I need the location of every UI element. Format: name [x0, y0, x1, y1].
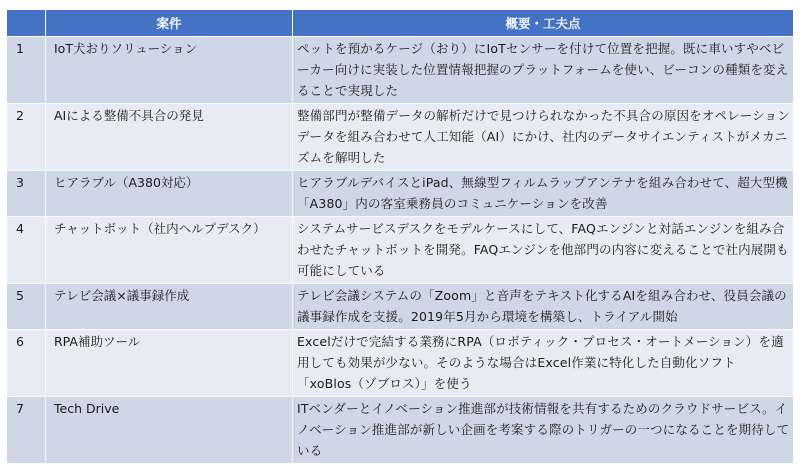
table-row [7, 330, 794, 397]
header-description: 概要・工夫点 [293, 10, 794, 37]
row-case: ヒアラブル（A380対応） [46, 171, 293, 217]
row-description: Excelだけで完結する業務にRPA（ロボティック・プロセス・オートメーション）を適用しても効果が少ない。そのような場合はExcel作業に特化した自動化ソフト「xoBlos（ゾブロス）」を使う [293, 330, 794, 397]
table-row [7, 217, 794, 284]
row-number: 4 [7, 217, 46, 284]
table-row [7, 171, 794, 217]
row-case: テレビ会議×議事録作成 [46, 284, 293, 330]
row-number: 5 [7, 284, 46, 330]
row-case: AIによる整備不具合の発見 [46, 104, 293, 171]
row-number: 3 [7, 171, 46, 217]
row-case: IoT犬おりソリューション [46, 37, 293, 104]
table-row [7, 37, 794, 104]
row-case: チャットボット（社内ヘルプデスク） [46, 217, 293, 284]
cases-table [6, 9, 794, 464]
row-case: Tech Drive [46, 397, 293, 464]
row-description: システムサービスデスクをモデルケースにして、FAQエンジンと対話エンジンを組み合わせたチャットボットを開発。FAQエンジンを他部門の内容に変えることで社内展開も可能にしている [293, 217, 794, 284]
row-number: 1 [7, 37, 46, 104]
table-row [7, 104, 794, 171]
table-row [7, 397, 794, 464]
table-header-row [7, 10, 794, 37]
row-number: 7 [7, 397, 46, 464]
header-case: 案件 [46, 10, 293, 37]
row-description: ヒアラブルデバイスとiPad、無線型フィルムラップアンテナを組み合わせて、超大型機「A380」内の客室乗務員のコミュニケーションを改善 [293, 171, 794, 217]
row-description: テレビ会議システムの「Zoom」と音声をテキスト化するAIを組み合わせ、役員会議の議事録作成を支援。2019年5月から環境を構築し、トライアル開始 [293, 284, 794, 330]
header-number [7, 10, 46, 37]
row-description: ペットを預かるケージ（おり）にIoTセンサーを付けて位置を把握。既に車いすやベビーカー向けに実装した位置情報把握のプラットフォームを使い、ビーコンの種類を変えることで実現した [293, 37, 794, 104]
row-case: RPA補助ツール [46, 330, 293, 397]
row-number: 2 [7, 104, 46, 171]
row-description: ITベンダーとイノベーション推進部が技術情報を共有するためのクラウドサービス。イノベーション推進部が新しい企画を考案する際のトリガーの一つになることを期待している [293, 397, 794, 464]
row-number: 6 [7, 330, 46, 397]
table-row [7, 284, 794, 330]
row-description: 整備部門が整備データの解析だけで見つけられなかった不具合の原因をオペレーションデータを組み合わせて人工知能（AI）にかけ、社内のデータサイエンティストがメカニズムを解明した [293, 104, 794, 171]
